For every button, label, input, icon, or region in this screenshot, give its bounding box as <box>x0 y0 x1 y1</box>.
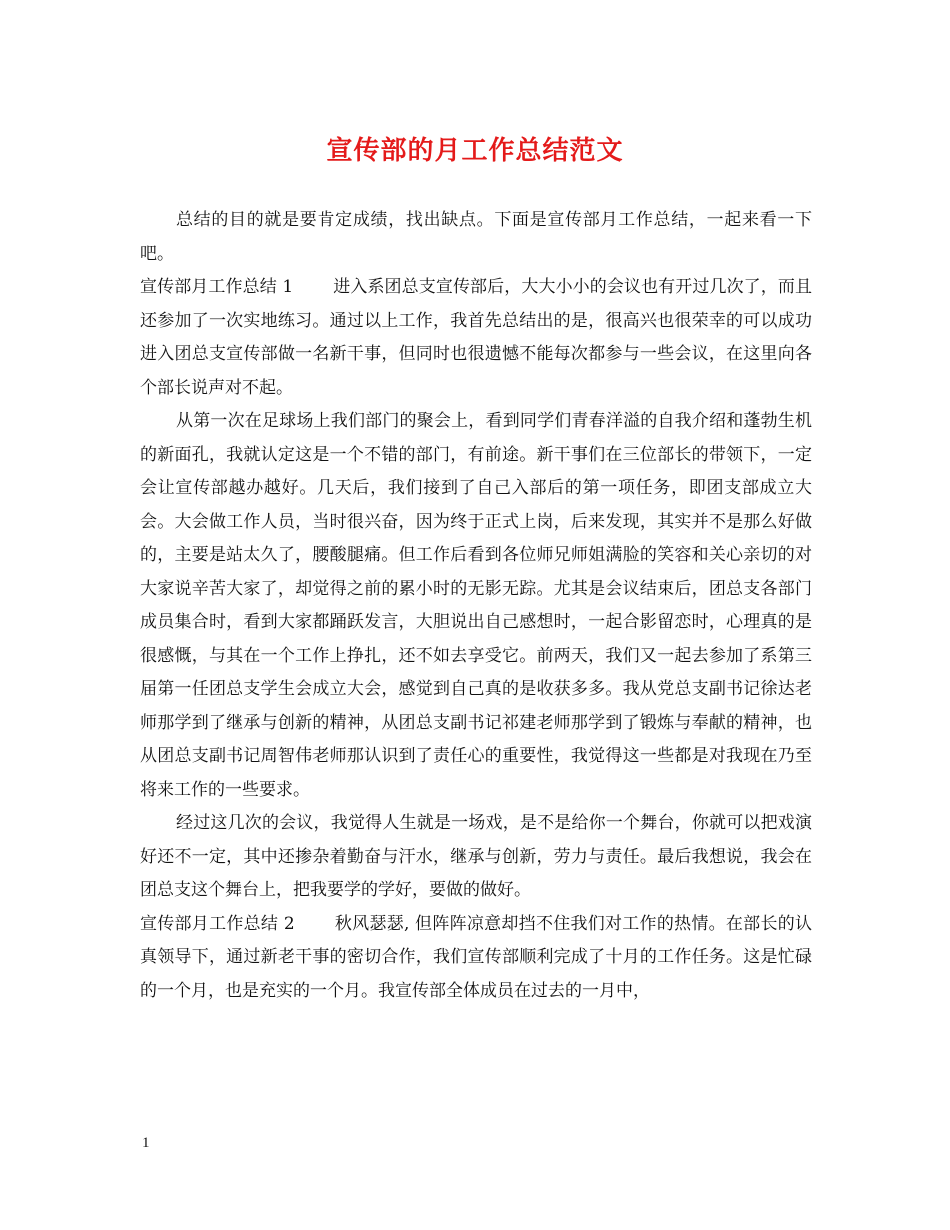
section-2-paragraph <box>140 908 812 1009</box>
body-paragraph-3: 经过这几次的会议，我觉得人生就是一场戏，是不是给你一个舞台，你就可以把戏演好还不一定，其中还掺杂着勤奋与汗水，继承与创新，劳力与责任。最后我想说，我会在团总支这个舞台上，把我要学的学好，要做的做好。 <box>140 813 812 900</box>
body-paragraph-2: 从第一次在足球场上我们部门的聚会上，看到同学们青春洋溢的自我介绍和蓬勃生机的新面孔，我就认定这是一个不错的部门，有前途。新干事们在三位部长的带领下，一定会让宣传部越办越好。几天后，我们接到了自己入部后的第一项任务，即团支部成立大会。大会做工作人员，当时很兴奋，因为终于正式上岗，后来发现，其实并不是那么好做的，主要是站太久了，腰酸腿痛。但工作后看到各位师兄师姐满脸的笑容和关心亲切的对大家说辛苦大家了，却觉得之前的累小时的无影无踪。尤其是会议结束后，团总支各部门成员集合时，看到大家都踊跃发言，大胆说出自己感想时，一起合影留恋时，心理真的是很感慨，与其在一个工作上挣扎，还不如去享受它。前两天，我们又一起去参加了系第三届第一任团总支学生会成立大会，感觉到自己真的是收获多多。我从党总支副书记徐达老师那学到了继承与创新的精神，从团总支副书记祁建老师那学到了锻炼与奉献的精神，也从团总支副书记周智伟老师那认识到了责任心的重要性，我觉得这一些都是对我现在乃至将来工作的一些要求。 <box>140 411 812 800</box>
page-number: 1 <box>142 1135 150 1151</box>
section-1-heading: 宣传部月工作总结 1 <box>140 277 294 297</box>
section-1-paragraph <box>140 271 812 405</box>
document-body <box>140 204 812 1008</box>
section-2-text: 秋风瑟瑟, 但阵阵凉意却挡不住我们对工作的热情。在部长的认真领导下，通过新老干事的密切合作，我们宣传部顺利完成了十月的工作任务。这是忙碌的一个月，也是充实的一个月。我宣传部全体成员在过去的一月中， <box>140 913 812 1001</box>
section-2-heading: 宣传部月工作总结 2 <box>140 913 295 934</box>
section-1-text: 进入系团总支宣传部后，大大小小的会议也有开过几次了，而且还参加了一次实地练习。通过以上工作，我首先总结出的是，很高兴也很荣幸的可以成功进入团总支宣传部做一名新干事，但同时也很遗憾不能每次都参与一些会议，在这里向各个部长说声对不起。 <box>140 277 812 398</box>
document-title: 宣传部的月工作总结范文 <box>326 136 624 166</box>
intro-paragraph: 总结的目的就是要肯定成绩，找出缺点。下面是宣传部月工作总结，一起来看一下吧。 <box>140 210 812 264</box>
